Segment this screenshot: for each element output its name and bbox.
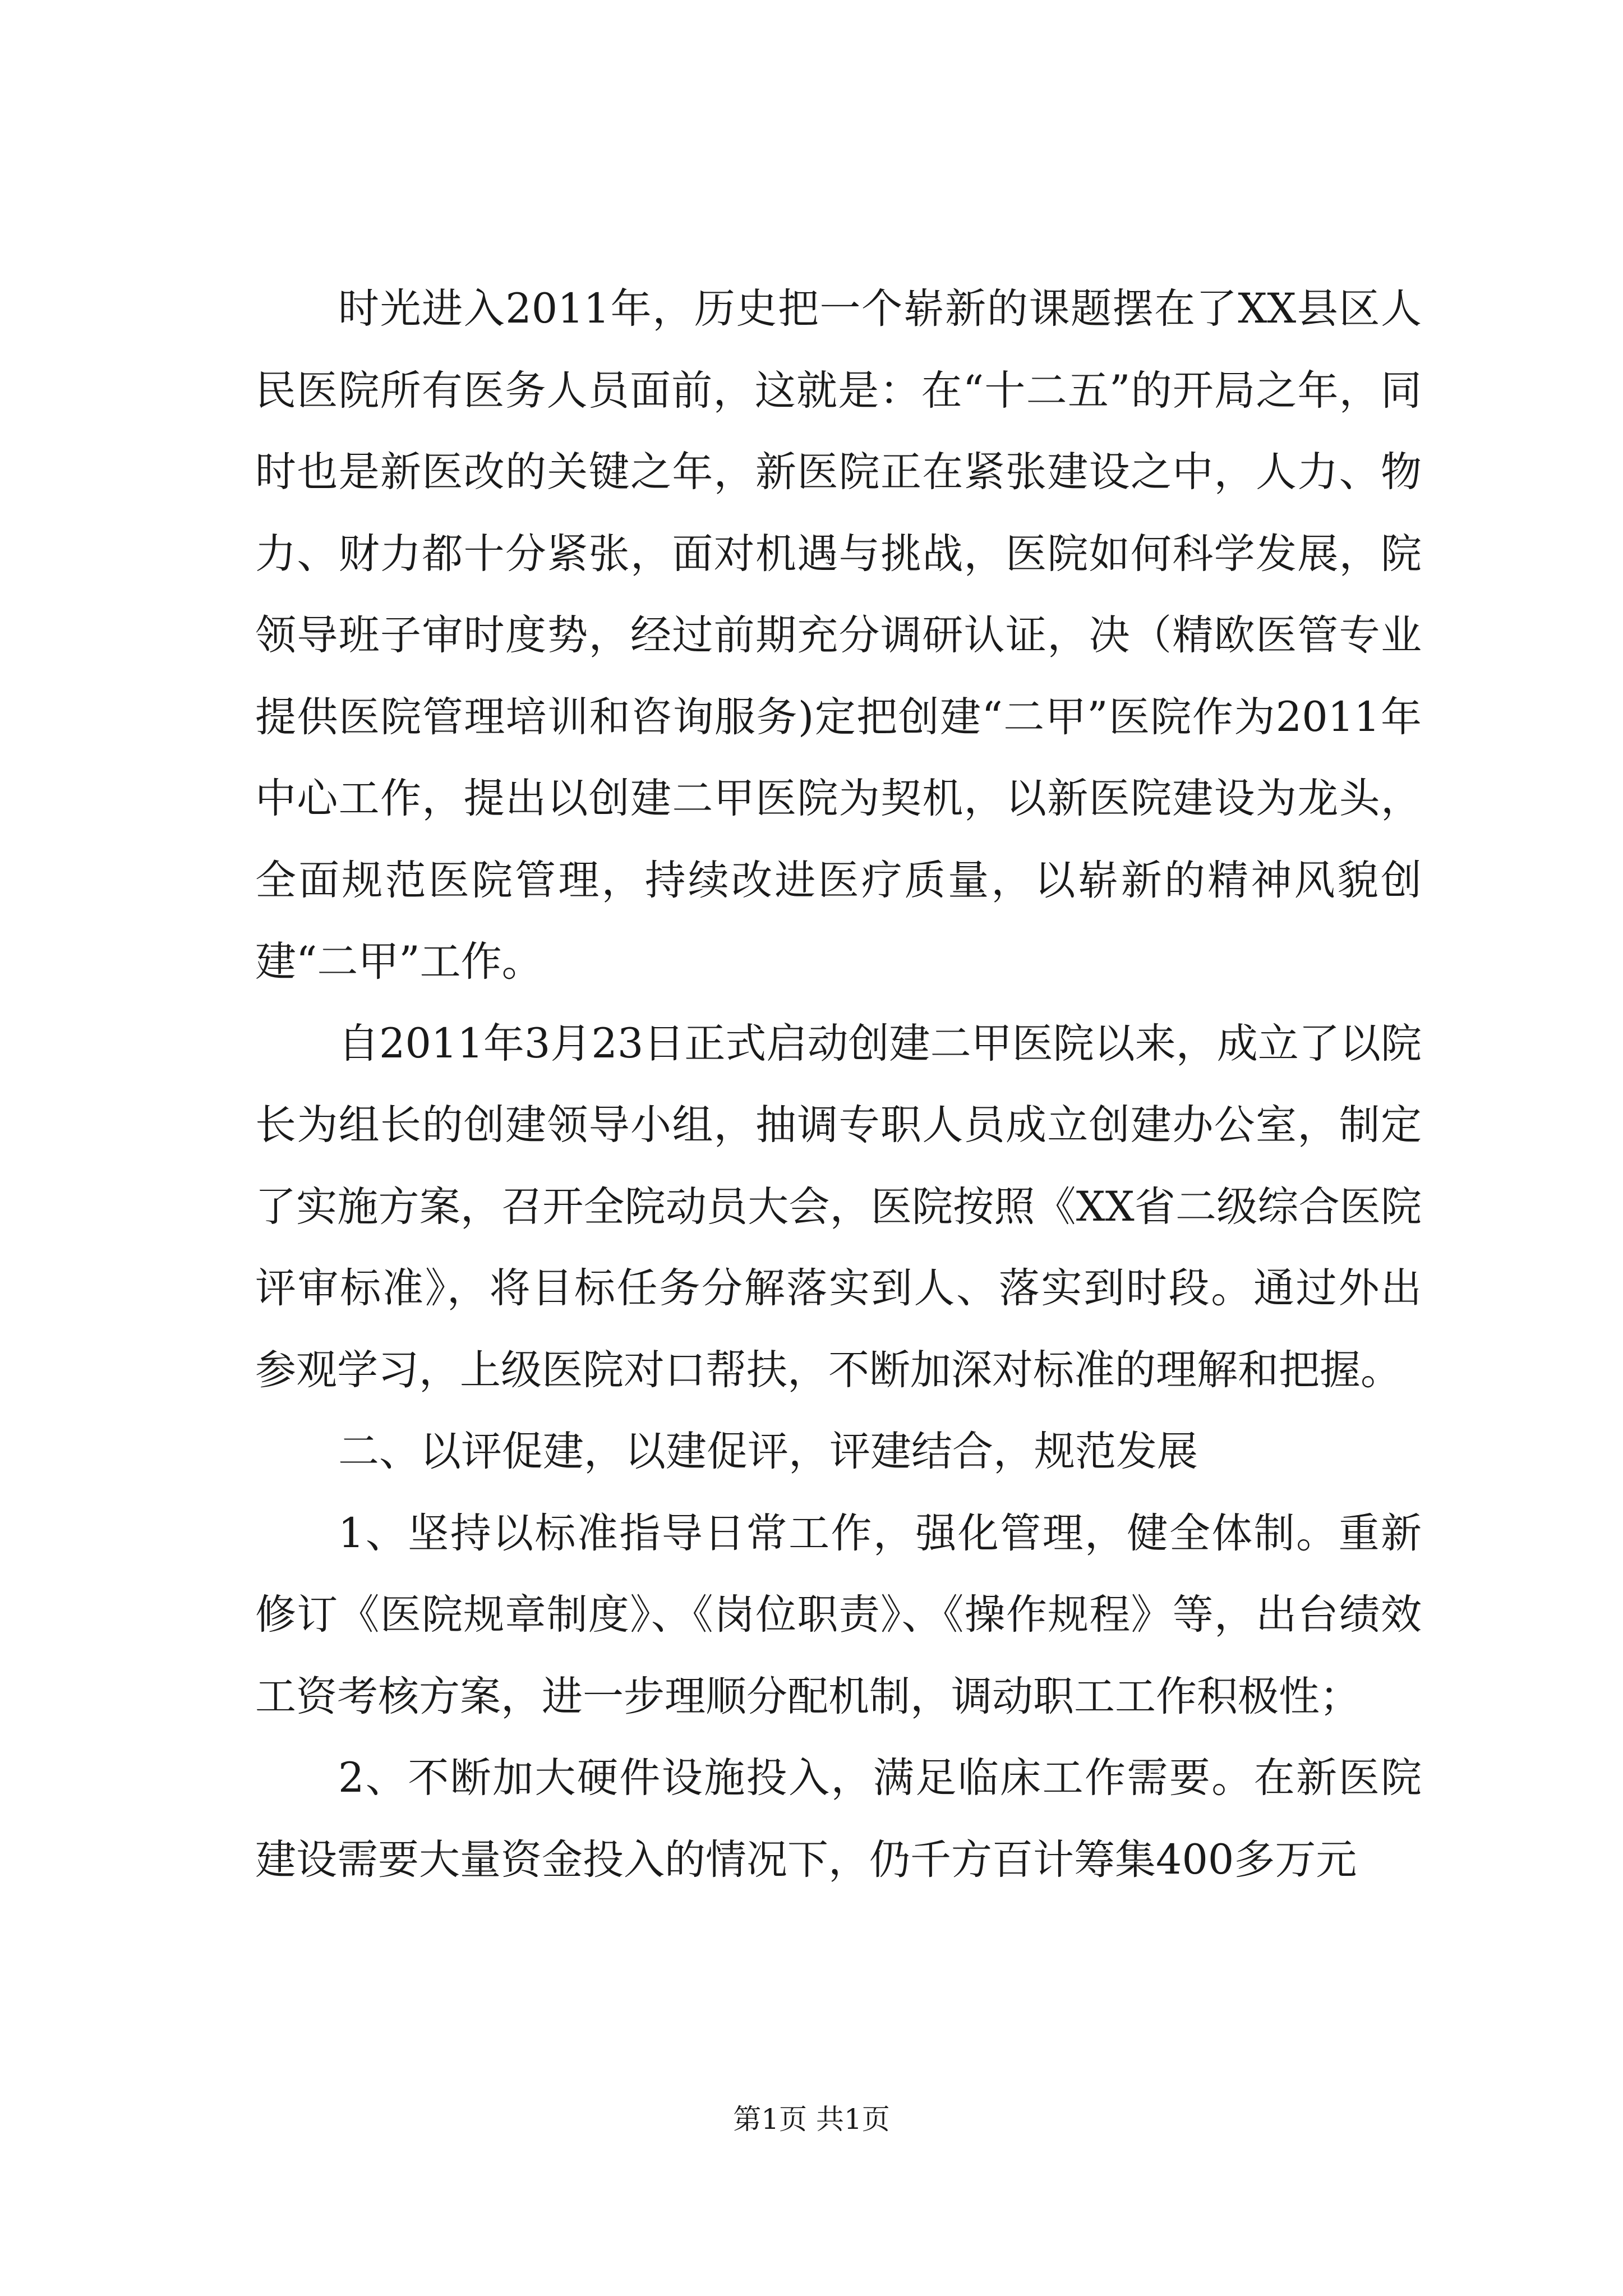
- paragraph-item-1: 1、坚持以标准指导日常工作，强化管理，健全体制。重新修订《医院规章制度》、《岗位职责》、《操作规程》等，出台绩效工资考核方案，进一步理顺分配机制，调动职工工作积极性；: [255, 1509, 1422, 1720]
- paragraph-launch: 自2011年3月23日正式启动创建二甲医院以来，成立了以院长为组长的创建领导小组，抽调专职人员成立创建办公室，制定了实施方案，召开全院动员大会，医院按照《XX省二级综合医院评审标准》，将目标任务分解落实到人、落实到时段。通过外出参观学习，上级医院对口帮扶，不断加深对标准的理解和把握。: [255, 1019, 1422, 1394]
- paragraph-intro: 时光进入2011年，历史把一个崭新的课题摆在了XX县区人民医院所有医务人员面前，这就是：在“十二五”的开局之年，同时也是新医改的关键之年，新医院正在紧张建设之中，人力、物力、财力都十分紧张，面对机遇与挑战，医院如何科学发展，院领导班子审时度势，经过前期充分调研认证，决（精欧医管专业提供医院管理培训和咨询服务)定把创建“二甲”医院作为2011年中心工作，提出以创建二甲医院为契机，以新医院建设为龙头，全面规范医院管理，持续改进医疗质量，以崭新的精神风貌创建“二甲”工作。: [255, 285, 1422, 986]
- page-footer: 第1页 共1页: [733, 2103, 890, 2136]
- document-body: [255, 268, 1422, 1901]
- paragraph-item-2: 2、不断加大硬件设施投入，满足临床工作需要。在新医院建设需要大量资金投入的情况下，仍千方百计筹集400多万元: [255, 1754, 1422, 1884]
- section-heading-two: 二、以评促建，以建促评，评建结合，规范发展: [338, 1428, 1198, 1475]
